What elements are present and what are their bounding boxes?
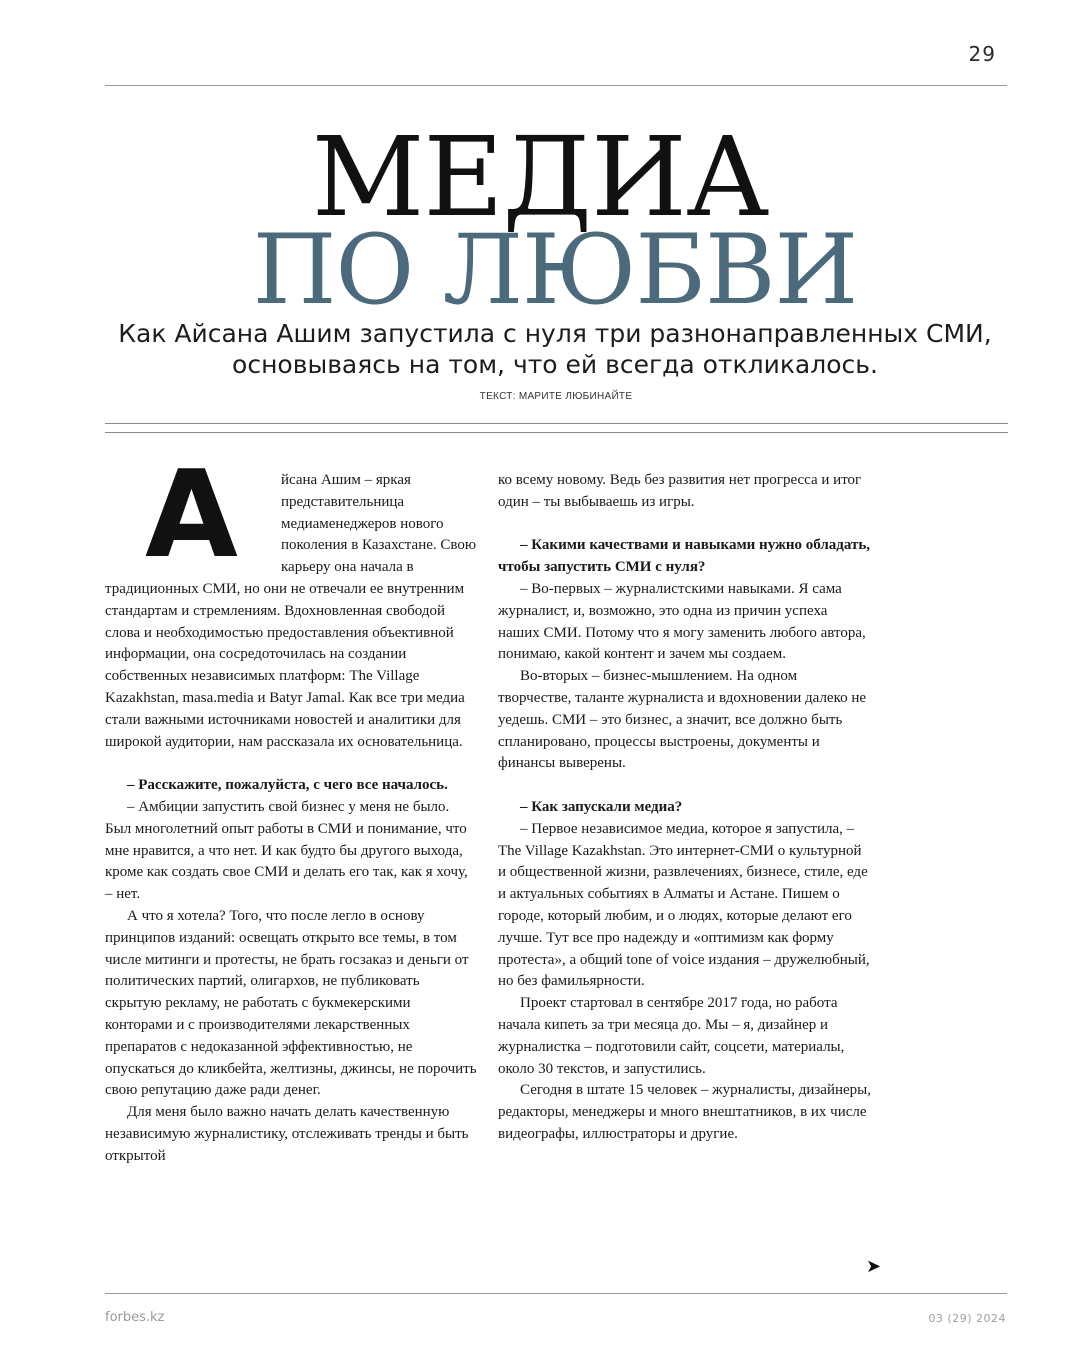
headline-line-1: МЕДИА xyxy=(311,113,769,241)
headline-line-2: ПО ЛЮБВИ xyxy=(252,214,858,326)
subtitle xyxy=(60,318,1050,380)
question-2: – Какими качествами и навыками нужно обладать, чтобы запустить СМИ с нуля? xyxy=(498,537,871,576)
continue-arrow-icon: ➤ xyxy=(866,1256,882,1277)
answer-1-paragraph-3: Для меня было важно начать делать качественную независимую журналистику, отслеживать тренды и быть открытой xyxy=(105,1104,469,1164)
footer-site: forbes.kz xyxy=(105,1310,165,1325)
answer-3-paragraph-1: – Первое независимое медиа, которое я запустила, – The Village Kazakhstan. Это интернет-СМИ о культурной и общественной жизни, развлечениях, бизнесе, стиле, еде и актуальных событиях в Алматы и Астане. Пишем о городе, который любим, и о людях, которые делают его лучше. Тут все про надежду и «оптимизм как форму протеста», а общий tone of voice издания – дружелюбный, но без фамильярности. xyxy=(498,820,870,990)
drop-cap-block xyxy=(105,446,281,585)
bottom-divider xyxy=(105,1293,1007,1294)
divider-lower xyxy=(105,432,1008,433)
top-divider xyxy=(105,85,1007,86)
drop-cap: А xyxy=(145,446,238,585)
article-column-right xyxy=(498,470,872,1146)
answer-3-paragraph-2: Проект стартовал в сентябре 2017 года, но работа начала кипеть за три месяца до. Мы – я, дизайнер и журналистка – подготовили сайт, соцсети, материалы, около 30 текстов, и запустились. xyxy=(498,995,845,1077)
question-3: – Как запускали медиа? xyxy=(520,798,683,815)
question-1: – Расскажите, пожалуйста, с чего все началось. xyxy=(127,777,448,794)
subtitle-line-2: основываясь на том, что ей всегда откликалось. xyxy=(232,350,878,379)
divider-upper xyxy=(105,423,1008,424)
answer-2-paragraph-1: – Во-первых – журналистскими навыками. Я сама журналист, и, возможно, это одна из причин успеха наших СМИ. Потому что я могу заменить любого автора, понимаю, какой контент и зачем мы создаем. xyxy=(498,580,866,663)
continued-paragraph: ко всему новому. Ведь без развития нет прогресса и итог один – ты выбываешь из игры. xyxy=(498,472,862,510)
article-column-left xyxy=(105,446,477,1168)
intro-paragraph: йсана Ашим – яркая представительница медиаменеджеров нового поколения в Казахстане. Свою карьеру она начала в традиционных СМИ, но они не отвечали ее внутренним стандартам и стремлениям. Вдохновленная свободой слова и необходимостью предоставления объективной информации, она сосредоточилась на создании собственных независимых платформ: The Village Kazakhstan, masa.media и Batyr Jamal. Как все три медиа стали важными источниками новостей и аналитики для широкой аудитории, нам рассказала их основательница. xyxy=(105,472,477,750)
footer-issue: 03 (29) 2024 xyxy=(928,1312,1006,1325)
answer-1-paragraph-2: А что я хотела? Того, что после легло в основу принципов изданий: освещать открыто все темы, в том числе митинги и протесты, не брать госзаказ и деньги от политических партий, олигархов, не публиковать скрытую рекламу, не работать с букмекерскими конторами и с производителями лекарственных препаратов с недоказанной эффективностью, не опускаться до кликбейта, желтизны, джинсы, не порочить свою репутацию даже ради денег. xyxy=(105,907,477,1099)
subtitle-line-1: Как Айсана Ашим запустила с нуля три разнонаправленных СМИ, xyxy=(118,319,992,348)
answer-1-paragraph-1: – Амбиции запустить свой бизнес у меня не было. Был многолетний опыт работы в СМИ и понимание, что мне нравится, а что нет. И как будто бы другого выхода, кроме как создать свое СМИ и делать его так, как я хочу, – нет. xyxy=(105,798,468,903)
page-number: 29 xyxy=(968,42,996,66)
answer-2-paragraph-2: Во-вторых – бизнес-мышлением. На одном творчестве, таланте журналиста и вдохновении далеко не уедешь. СМИ – это бизнес, а значит, все должно быть спланировано, процессы выстроены, документы и финансы выверены. xyxy=(498,668,867,772)
byline: ТЕКСТ: МАРИТЕ ЛЮБИНАЙТЕ xyxy=(479,391,633,402)
answer-3-paragraph-3: Сегодня в штате 15 человек – журналисты, дизайнеры, редакторы, менеджеры и много внештатников, в их числе видеографы, иллюстраторы и другие. xyxy=(498,1082,871,1142)
